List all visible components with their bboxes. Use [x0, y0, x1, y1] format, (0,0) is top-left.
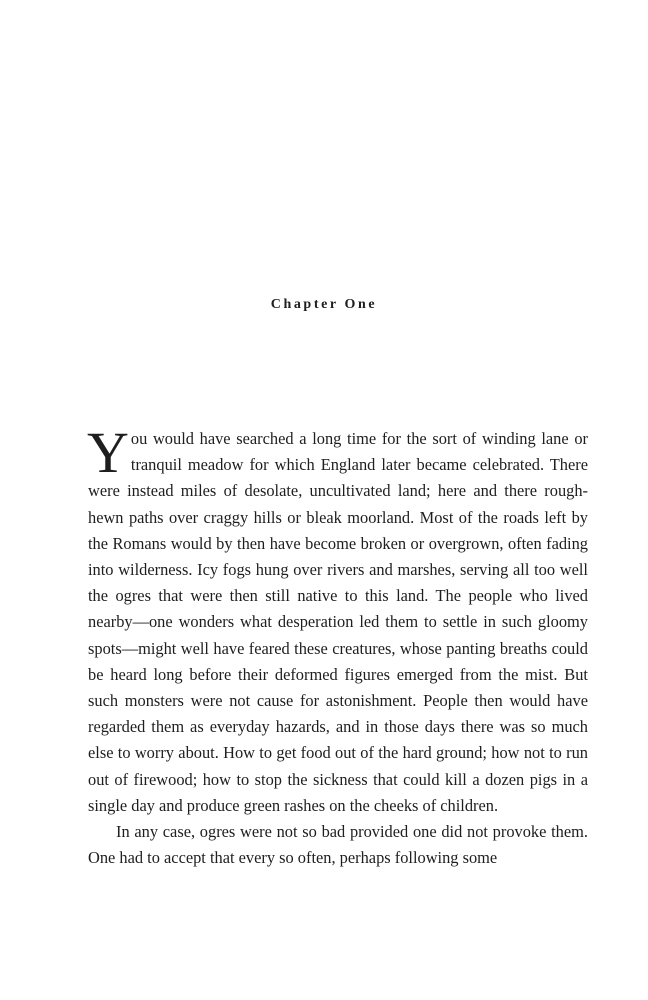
- chapter-body: [87, 420, 588, 871]
- drop-cap: Y: [87, 420, 129, 485]
- paragraph-1: [87, 420, 588, 819]
- paragraph-2: In any case, ogres were not so bad provided one did not provoke them. One had to accept that every so often, perhaps following some: [88, 822, 588, 868]
- paragraph-1-text: ou would have searched a long time for the sort of winding lane or tranquil meadow for which England later became celebrated. There were instead miles of desolate, uncultivated land; here and there rough-hewn paths over craggy hills or bleak moorland. Most of the roads left by the Romans would by then have become broken or overgrown, often fading into wilderness. Icy fogs hung over rivers and marshes, serving all too well the ogres that were then still native to this land. The people who lived nearby—one wonders what desperation led them to settle in such gloomy spots—might well have feared these creatures, whose panting breaths could be heard long before their deformed figures emerged from the mist. But such monsters were not cause for astonishment. People then would have regarded them as everyday hazards, and in those days there was so much else to worry about. How to get food out of the hard ground; how not to run out of firewood; how to stop the sickness that could kill a dozen pigs in a single day and produce green rashes on the cheeks of children.: [88, 429, 588, 815]
- chapter-heading: Chapter One: [270, 297, 378, 312]
